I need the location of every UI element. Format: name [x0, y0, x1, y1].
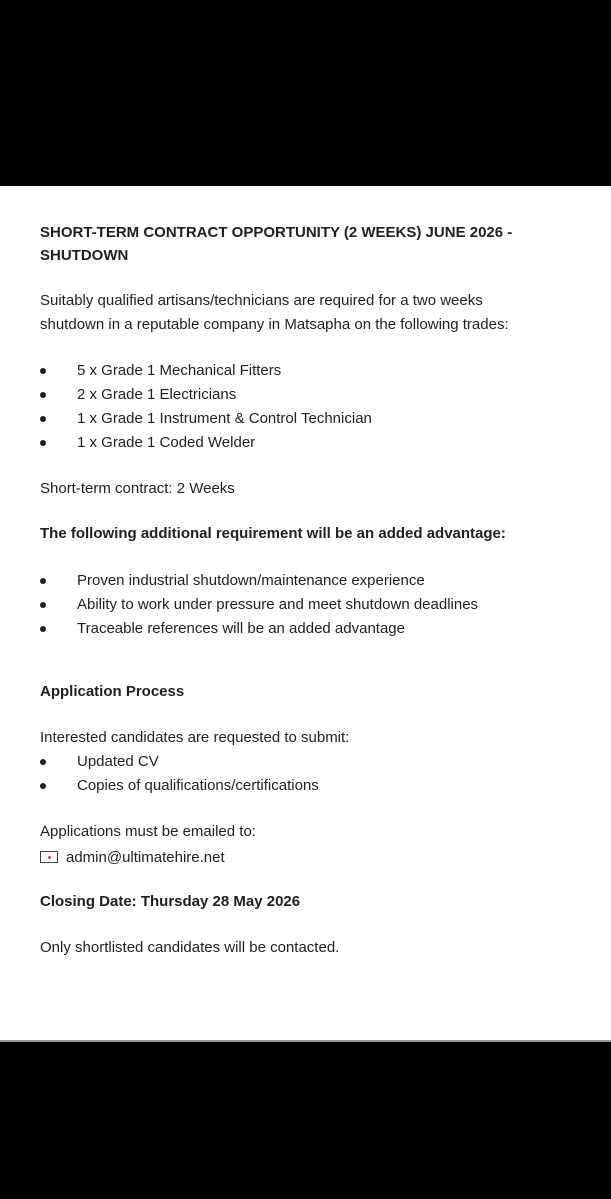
- closing-date: Closing Date: Thursday 28 May 2026: [40, 893, 301, 910]
- list-item: 5 x Grade 1 Mechanical Fitters: [40, 359, 372, 383]
- bullet-icon: [40, 440, 46, 446]
- list-item: Copies of qualifications/certifications: [40, 774, 319, 798]
- bullet-icon: [40, 626, 46, 632]
- title-line-1: SHORT-TERM CONTRACT OPPORTUNITY (2 WEEKS) JUNE 2026 -: [40, 224, 513, 241]
- bullet-icon: [40, 783, 46, 789]
- trades-list: [40, 359, 372, 455]
- bullet-icon: [40, 416, 46, 422]
- advantages-list: [40, 569, 478, 641]
- bullet-icon: [40, 578, 46, 584]
- email-intro: Applications must be emailed to:: [40, 823, 256, 840]
- footer-note: Only shortlisted candidates will be contacted.: [40, 939, 340, 956]
- page-bottom-edge: [0, 1040, 611, 1042]
- list-item: Ability to work under pressure and meet shutdown deadlines: [40, 593, 478, 617]
- list-item: Traceable references will be an added advantage: [40, 617, 478, 641]
- list-item: 2 x Grade 1 Electricians: [40, 383, 372, 407]
- bullet-icon: [40, 759, 46, 765]
- list-item: Proven industrial shutdown/maintenance experience: [40, 569, 478, 593]
- bullet-icon: [40, 392, 46, 398]
- bullet-icon: [40, 368, 46, 374]
- intro-line-1: Suitably qualified artisans/technicians are required for a two weeks: [40, 292, 483, 309]
- advantage-heading: The following additional requirement will be an added advantage:: [40, 525, 506, 542]
- email-address[interactable]: admin@ultimatehire.net: [66, 848, 225, 866]
- bullet-icon: [40, 602, 46, 608]
- list-item: 1 x Grade 1 Instrument & Control Technician: [40, 407, 372, 431]
- intro-line-2: shutdown in a reputable company in Matsapha on the following trades:: [40, 316, 509, 333]
- title-line-2: SHUTDOWN: [40, 247, 129, 264]
- contract-duration: Short-term contract: 2 Weeks: [40, 480, 235, 497]
- submit-intro: Interested candidates are requested to submit:: [40, 729, 350, 746]
- list-item: Updated CV: [40, 750, 319, 774]
- submit-list: [40, 750, 319, 798]
- envelope-icon: [40, 851, 58, 863]
- list-item: 1 x Grade 1 Coded Welder: [40, 431, 372, 455]
- email-row: [40, 845, 225, 869]
- application-heading: Application Process: [40, 683, 185, 700]
